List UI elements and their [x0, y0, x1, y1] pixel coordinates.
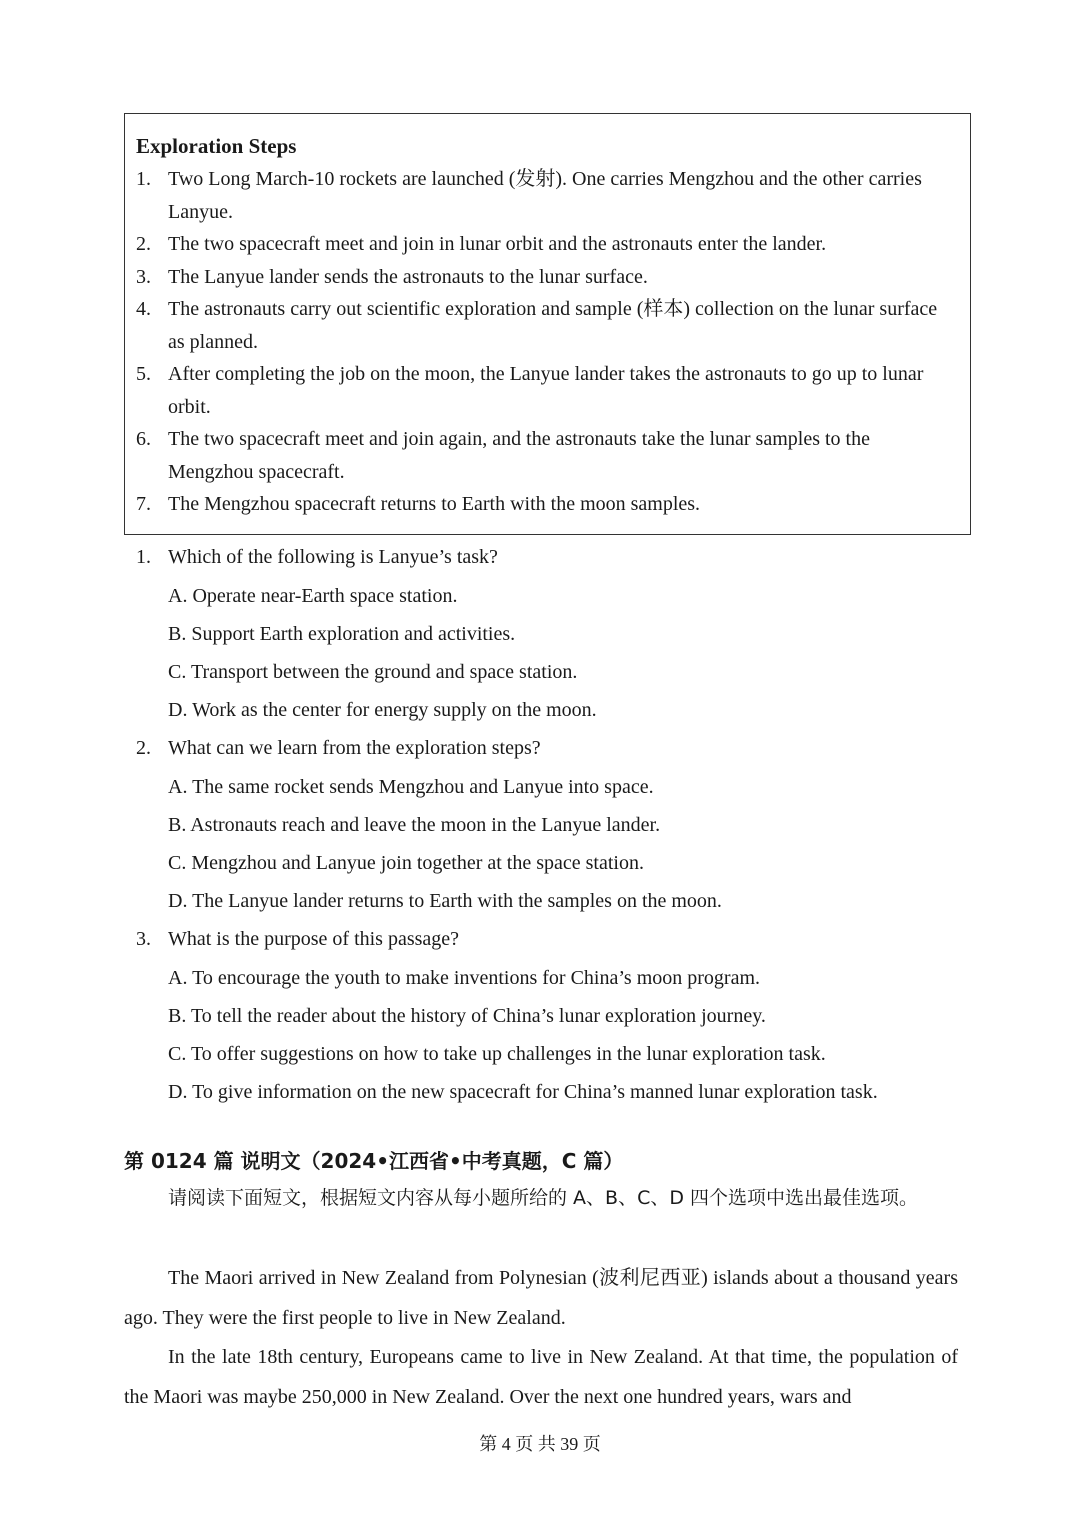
step-text: The Lanyue lander sends the astronauts to the lunar surface.: [168, 266, 648, 288]
step-text: The Mengzhou spacecraft returns to Earth with the moon samples.: [168, 493, 701, 515]
answer-option: A. The same rocket sends Mengzhou and Lanyue into space.: [168, 776, 654, 798]
question-number: 2.: [136, 737, 151, 759]
step-text: The two spacecraft meet and join in lunar orbit and the astronauts enter the lander.: [168, 233, 827, 255]
step-item: [136, 423, 956, 489]
step-number: 6.: [136, 428, 151, 450]
answer-option: A. To encourage the youth to make inventions for China’s moon program.: [168, 967, 761, 989]
answer-option: B. Astronauts reach and leave the moon in the Lanyue lander.: [168, 814, 661, 836]
step-number: 2.: [136, 233, 151, 255]
step-text: The two spacecraft meet and join again, and the astronauts take the lunar samples to the Mengzhou spacecraft.: [168, 428, 870, 483]
exploration-steps-title: Exploration Steps: [136, 134, 297, 158]
answer-option: A. Operate near-Earth space station.: [168, 585, 458, 607]
question-text: What is the purpose of this passage?: [168, 928, 460, 950]
question-stem: [136, 544, 498, 570]
answer-option: D. To give information on the new spacecraft for China’s manned lunar exploration task.: [168, 1081, 878, 1103]
body-paragraph: The Maori arrived in New Zealand from Polynesian (波利尼西亚) islands about a thousand years ago. They were the first people to live in New Zealand.: [124, 1267, 958, 1329]
answer-option: D. Work as the center for energy supply on the moon.: [168, 699, 597, 721]
step-item: [136, 488, 956, 521]
step-item: [136, 261, 956, 294]
body-paragraph: In the late 18th century, Europeans came to live in New Zealand. At that time, the population of the Maori was maybe 250,000 in New Zealand. Over the next one hundred years, wars and: [124, 1346, 958, 1408]
step-item: [136, 228, 956, 261]
step-text: The astronauts carry out scientific exploration and sample (样本) collection on the lunar surface as planned.: [168, 298, 938, 353]
instruction-paragraph: 请阅读下面短文，根据短文内容从每小题所给的 A、B、C、D 四个选项中选出最佳选项。: [168, 1187, 919, 1209]
section-heading: 第 0124 篇 说明文（2024•江西省•中考真题，C 篇）: [124, 1149, 624, 1173]
step-item: [136, 293, 956, 359]
step-number: 4.: [136, 298, 151, 320]
step-item: [136, 358, 956, 424]
question-text: Which of the following is Lanyue’s task?: [168, 546, 498, 568]
question-stem: [136, 735, 541, 761]
question-number: 3.: [136, 928, 151, 950]
answer-option: C. Mengzhou and Lanyue join together at the space station.: [168, 852, 644, 874]
question-stem: [136, 926, 459, 952]
step-number: 5.: [136, 363, 151, 385]
step-number: 1.: [136, 168, 151, 190]
step-number: 7.: [136, 493, 151, 515]
answer-option: C. Transport between the ground and space station.: [168, 661, 578, 683]
answer-option: B. Support Earth exploration and activities.: [168, 623, 516, 645]
step-text: After completing the job on the moon, the Lanyue lander takes the astronauts to go up to lunar orbit.: [168, 363, 924, 418]
question-text: What can we learn from the exploration steps?: [168, 737, 541, 759]
question-number: 1.: [136, 546, 151, 568]
step-text: Two Long March-10 rockets are launched (发射). One carries Mengzhou and the other carries Lanyue.: [168, 168, 922, 223]
answer-option: C. To offer suggestions on how to take up challenges in the lunar exploration task.: [168, 1043, 826, 1065]
step-item: [136, 163, 956, 229]
answer-option: D. The Lanyue lander returns to Earth with the samples on the moon.: [168, 890, 722, 912]
answer-option: B. To tell the reader about the history of China’s lunar exploration journey.: [168, 1005, 766, 1027]
step-number: 3.: [136, 266, 151, 288]
page-footer: 第 4 页 共 39 页: [479, 1434, 601, 1454]
